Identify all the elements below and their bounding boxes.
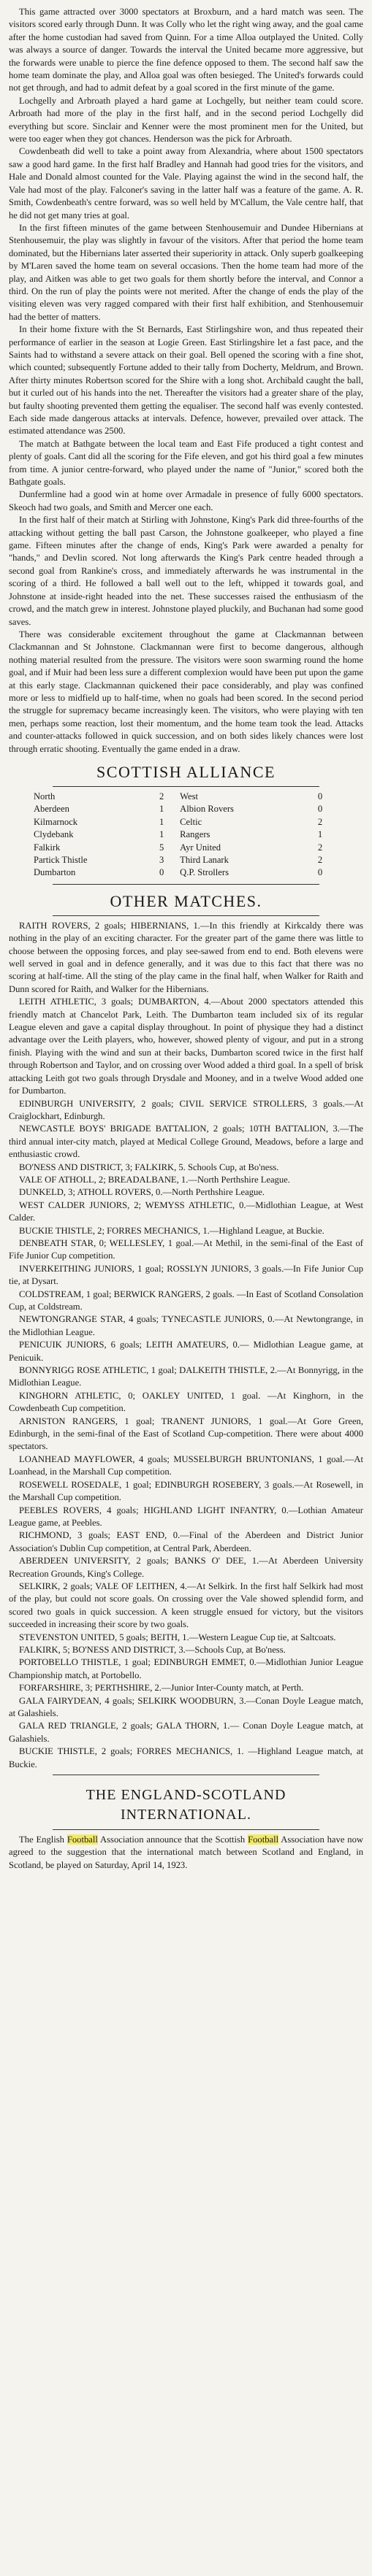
match-result-paragraph: LOANHEAD MAYFLOWER, 4 goals; MUSSELBURGH BRUNTONIANS, 1 goal.—At Loanhead, in the Marshall Cup competition.: [9, 1453, 363, 1477]
match-result-paragraph: COLDSTREAM, 1 goal; BERWICK RANGERS, 2 goals. —In East of Scotland Consolation Cup, at Coldstream.: [9, 1288, 363, 1312]
alliance-row: [34, 791, 338, 803]
match-result-paragraph: WEST CALDER JUNIORS, 2; WEMYSS ATHLETIC, 0.—Midlothian League, at West Calder.: [9, 1199, 363, 1223]
home-score: 1: [159, 829, 164, 840]
match-result-paragraph: NEWCASTLE BOYS' BRIGADE BATTALION, 2 goals; 10TH BATTALION, 3.—The third annual inter-city match, played at Medical College Ground, Meadows, before a large and enthusiastic crowd.: [9, 1123, 363, 1160]
match-result-paragraph: SELKIRK, 2 goals; VALE OF LEITHEN, 4.—At Selkirk. In the first half Selkirk had most of the play, but could not score goals. On crossing over the Vale showed splendid form, and scored two goals in quick succession. A keen struggle ensued for victory, but the visitors succeeded in increasing their score by two goals.: [9, 1580, 363, 1630]
match-result-paragraph: DUNKELD, 3; ATHOLL ROVERS, 0.—North Perthshire League.: [19, 1187, 265, 1198]
home-score: 0: [159, 867, 164, 878]
match-result-paragraph: GALA RED TRIANGLE, 2 goals; GALA THORN, 1.— Conan Doyle League match, at Galashiels.: [9, 1720, 363, 1744]
match-result-paragraph: INVERKEITHING JUNIORS, 1 goal; ROSSLYN JUNIORS, 3 goals.—In Fife Junior Cup tie, at Dysart.: [9, 1263, 363, 1287]
alliance-row: [34, 803, 338, 815]
home-team: Dumbarton: [33, 867, 76, 878]
home-team: Aberdeen: [33, 804, 69, 815]
away-team: Third Lanark: [180, 855, 229, 865]
home-team: Kilmarnock: [33, 816, 78, 827]
away-score: 0: [317, 804, 323, 815]
home-score: 2: [159, 791, 164, 801]
report-paragraph: Cowdenbeath did well to take a point away from Alexandria, where about 1500 spectators saw a good hard game. In the first half Bradley and Hannah had good tries for the visitors, and Hale and Donald almost counted for the Vale. Playing against the wind in the second half, the Vale had most of the play. Falconer's saving in the latter half was a feature of the game. A. R. Smith, Cowdenbeath's centre forward, was so well held by M'Callum, the Vale centre half, that he did not get many tries at goal.: [9, 146, 363, 220]
alliance-row: [34, 816, 338, 828]
match-result-paragraph: FORFARSHIRE, 3; PERTHSHIRE, 2.—Junior Inter-County match, at Perth.: [19, 1683, 304, 1693]
match-result-paragraph: ROSEWELL ROSEDALE, 1 goal; EDINBURGH ROSEBERY, 3 goals.—At Rosewell, in the Marshall Cup competition.: [9, 1479, 363, 1503]
international-paragraph: [9, 1834, 363, 1872]
alliance-row: [34, 842, 338, 854]
home-team: Clydebank: [33, 829, 74, 840]
alliance-row: [34, 854, 338, 866]
match-result-paragraph: BUCKIE THISTLE, 2; FORRES MECHANICS, 1.—Highland League, at Buckie.: [19, 1225, 324, 1236]
away-team: West: [180, 791, 199, 801]
scottish-alliance-heading: SCOTTISH ALLIANCE: [96, 762, 276, 781]
away-team: Rangers: [180, 829, 210, 840]
away-team: Celtic: [180, 816, 202, 827]
alliance-row: [34, 828, 338, 841]
other-matches-list: [9, 920, 363, 1771]
report-paragraph: In the first half of their match at Stirling with Johnstone, King's Park did three-fourths of the attacking without getting the ball past Carson, the Johnstone goalkeeper, who played a fine game. Fifteen minutes after the change of ends, King's Park were awarded a penalty for "hands," and Devlin scored. Not long afterwards the King's Park centre headed through a second goal from Rankine's cross, and immediately afterwards he was instrumental in the scoring of a third. He followed a ball well out to the left, whipped it towards goal, and Johnstone at inside-right headed into the net. These successes raised the enthusiasm of the crowd, and the match grew in interest. Johnstone played pluckily, and Buchanan had some good saves.: [9, 515, 363, 627]
report-paragraph: There was considerable excitement throughout the game at Clackmannan between Clackmannan and St Johnstone. Clackmannan were first to become dangerous, although nothing material resulted from the pressure. The visitors were soon swarming round the home goal, and if Muir had been less sure a different complexion would have been put upon the game at this early stage. Clackmannan quickened their pace considerably, and play was confined more or less to midfield up to half-time, when no goals had been scored. In the second period the struggle for supremacy became increasingly keen. The visitors, who were playing with ten men, perhaps some reaction, lost their momentum, and the home team took the lead. Attacks and counter-attacks followed in quick succession, and on both sides likely chances were lost through erratic shooting. Eventually the game ended in a draw.: [9, 628, 363, 754]
divider: [53, 1829, 319, 1830]
report-paragraph: This game attracted over 3000 spectators at Broxburn, and a hard match was seen. The visitors scored early through Dunn. It was Colly who let the right wing away, and the goal came after the home custodian had saved from Quinn. For a time Alloa outplayed the United. Colly was always a source of danger. Towards the interval the United became more aggressive, but the forwards were unable to pierce the fine defence opposed to them. The second half saw the home team dominate the play, and Alloa goal was often besieged. The United's forwards could not get through, and had to admit defeat by a goal scored in the first minute of the game.: [9, 7, 363, 93]
home-team: Falkirk: [33, 842, 61, 853]
away-team: Q.P. Strollers: [180, 867, 229, 878]
other-matches-heading: OTHER MATCHES.: [110, 891, 262, 910]
home-score: 1: [159, 804, 164, 815]
international-heading-line1: THE ENGLAND-SCOTLAND: [86, 1787, 286, 1804]
match-reports: [9, 6, 363, 756]
match-result-paragraph: PEEBLES ROVERS, 4 goals; HIGHLAND LIGHT INFANTRY, 0.—Lothian Amateur League game, at Peebles.: [9, 1504, 363, 1528]
away-team: Ayr United: [180, 842, 221, 853]
home-score: 3: [159, 855, 164, 865]
match-result-paragraph: EDINBURGH UNIVERSITY, 2 goals; CIVIL SERVICE STROLLERS, 3 goals.—At Craiglockhart, Edinburgh.: [9, 1098, 363, 1121]
match-result-paragraph: BO'NESS AND DISTRICT, 3; FALKIRK, 5. Schools Cup, at Bo'ness.: [19, 1161, 279, 1172]
divider: [53, 786, 319, 787]
search-highlight: Football: [248, 1834, 279, 1845]
alliance-results-table: [34, 791, 338, 880]
away-score: 2: [317, 842, 323, 853]
match-result-paragraph: BONNYRIGG ROSE ATHLETIC, 1 goal; DALKEITH THISTLE, 2.—At Bonnyrigg, in the Midlothian League.: [9, 1365, 363, 1388]
away-score: 1: [317, 829, 323, 840]
international-heading: [9, 1785, 363, 1825]
match-result-paragraph: GALA FAIRYDEAN, 4 goals; SELKIRK WOODBURN, 3.—Conan Doyle League match, at Galashiels.: [9, 1695, 363, 1718]
home-team: North: [33, 791, 56, 801]
home-score: 5: [159, 842, 164, 853]
search-highlight: Football: [67, 1834, 98, 1845]
international-heading-line2: INTERNATIONAL.: [121, 1807, 251, 1823]
match-result-paragraph: VALE OF ATHOLL, 2; BREADALBANE, 1.—North Perthshire League.: [19, 1174, 290, 1185]
home-score: 1: [159, 816, 164, 827]
text-segment: Association have now agreed to the suggestion that the international match between Scotland and England, in Scotland, be played on Saturday, April 14, 1923.: [9, 1834, 363, 1870]
match-result-paragraph: STEVENSTON UNITED, 5 goals; BEITH, 1.—Western League Cup tie, at Saltcoats.: [19, 1631, 336, 1642]
divider: [53, 915, 319, 916]
report-paragraph: The match at Bathgate between the local team and East Fife produced a tight contest and plenty of goals. Cant did all the scoring for the Fife eleven, and got his third goal a few minutes from time. A junior centre-forward, who played under the name of "Junior," scored both the Bathgate goals.: [9, 438, 363, 488]
report-paragraph: Lochgelly and Arbroath played a hard game at Lochgelly, but neither team could score. Arbroath had more of the play in the first half, and in the second period Lochgelly did everything but score. Sinclair and Kenner were the most prominent men for the United, but were too eager when they got chances. Henderson was the pick for Arbroath.: [9, 95, 363, 145]
away-team: Albion Rovers: [180, 804, 234, 815]
match-result-paragraph: BUCKIE THISTLE, 2 goals; FORRES MECHANICS, 1. —Highland League match, at Buckie.: [9, 1746, 363, 1769]
match-result-paragraph: RAITH ROVERS, 2 goals; HIBERNIANS, 1.—In this friendly at Kirkcaldy there was nothing in the play of an exciting character. For the greater part of the game there was little to choose between the opposing forces, and play see-sawed from end to end. Both elevens were well served in goal and in defence generally, and it was due to this fact that there was no scoring at half-time. All the sting of the play came in the final half, when Walker for Raith and Dunn scored for Raith, and Walker for the Hibernians.: [9, 920, 363, 994]
away-score: 2: [317, 855, 323, 865]
divider: [53, 884, 319, 885]
match-result-paragraph: FALKIRK, 5; BO'NESS AND DISTRICT, 3.—Schools Cup, at Bo'ness.: [19, 1644, 286, 1655]
match-result-paragraph: KINGHORN ATHLETIC, 0; OAKLEY UNITED, 1 goal. —At Kinghorn, in the Cowdenbeath Cup competition.: [9, 1390, 363, 1414]
away-score: 0: [317, 867, 323, 878]
match-result-paragraph: DENBEATH STAR, 0; WELLESLEY, 1 goal.—At Methil, in the semi-final of the East of Fife Junior Cup competition.: [9, 1237, 363, 1261]
match-result-paragraph: RICHMOND, 3 goals; EAST END, 0.—Final of the Aberdeen and District Junior Association's Dublin Cup competition, at Central Park, Aberdeen.: [9, 1530, 363, 1553]
text-segment: The English: [19, 1834, 67, 1845]
home-team: Partick Thistle: [33, 855, 88, 865]
match-result-paragraph: ABERDEEN UNIVERSITY, 2 goals; BANKS O' DEE, 1.—At Aberdeen University Recreation Grounds, King's College.: [9, 1556, 363, 1579]
report-paragraph: Dunfermline had a good win at home over Armadale in presence of fully 6000 spectators. Skeoch had two goals, and Smith and Mercer one each.: [9, 489, 363, 512]
match-result-paragraph: PORTOBELLO THISTLE, 1 goal; EDINBURGH EMMET, 0.—Midlothian Junior League Championship match, at Portobello.: [9, 1657, 363, 1680]
match-result-paragraph: ARNISTON RANGERS, 1 goal; TRANENT JUNIORS, 1 goal.—At Gore Green, Edinburgh, in the semi-final of the East of Scotland Cup-competition. There were about 4000 spectators.: [9, 1415, 363, 1452]
text-segment: Association announce that the Scottish: [97, 1834, 248, 1845]
alliance-row: [34, 866, 338, 879]
report-paragraph: In the first fifteen minutes of the game between Stenhousemuir and Dundee Hibernians at Stenhousemuir, the play was slightly in favour of the visitors. After that period the home team dominated, but the Hibernians later asserted their superiority in attack. Only superb goalkeeping by M'Laren saved the home team on several occasions. Then the home team had more of the play, and Aitken was able to get two goals for them shortly before the interval, and Connor a third. On the run of play the points were not merited. After the change of ends the play of the visiting eleven was very ragged compared with their first half exhibition, and Stenhousemuir had the better of matters.: [9, 222, 363, 322]
match-result-paragraph: NEWTONGRANGE STAR, 4 goals; TYNECASTLE JUNIORS, 0.—At Newtongrange, in the Midlothian League.: [9, 1314, 363, 1337]
away-score: 0: [317, 791, 323, 801]
away-score: 2: [317, 816, 323, 827]
report-paragraph: In their home fixture with the St Bernards, East Stirlingshire won, and thus repeated their performance of earlier in the season at Logie Green. East Stirlingshire let a fast pace, and the Saints had to withstand a severe attack on their goal. Bell opened the scoring with a fine shot, which counted; subsequently Fortune added to their tally from Docherty, Meldrum, and Brown. After thirty minutes Robertson scored for the Shire with a long shot. Archibald caught the ball, but it curled out of his hands into the net. Thereafter the visitors had a greater share of the play, but faulty shooting prevented them getting the equaliser. The second half was evenly contested. Each side made dangerous attacks at intervals. Defence, however, prevailed over attack. The estimated attendance was 2500.: [9, 324, 363, 437]
match-result-paragraph: LEITH ATHLETIC, 3 goals; DUMBARTON, 4.—About 2000 spectators attended this friendly match at Chancelot Park, Leith. The Dumbarton team included six of its regular League eleven and gave a capital display throughout. In point of physique they had a distinct advantage over the Leith players, who, however, showed plenty of vigour, and put in a strong finish. Playing with the wind and sun at their backs, Dumbarton scored twice in the first half through Robertson and Taylor, and on crossing over Wood added a third goal. In a spell of brisk attacking Leith got two goals through Drysdale and Mooney, and in a twelve Wood added one for Dumbarton.: [9, 996, 363, 1096]
match-result-paragraph: PENICUIK JUNIORS, 6 goals; LEITH AMATEURS, 0.— Midlothian League game, at Penicuik.: [9, 1339, 363, 1363]
